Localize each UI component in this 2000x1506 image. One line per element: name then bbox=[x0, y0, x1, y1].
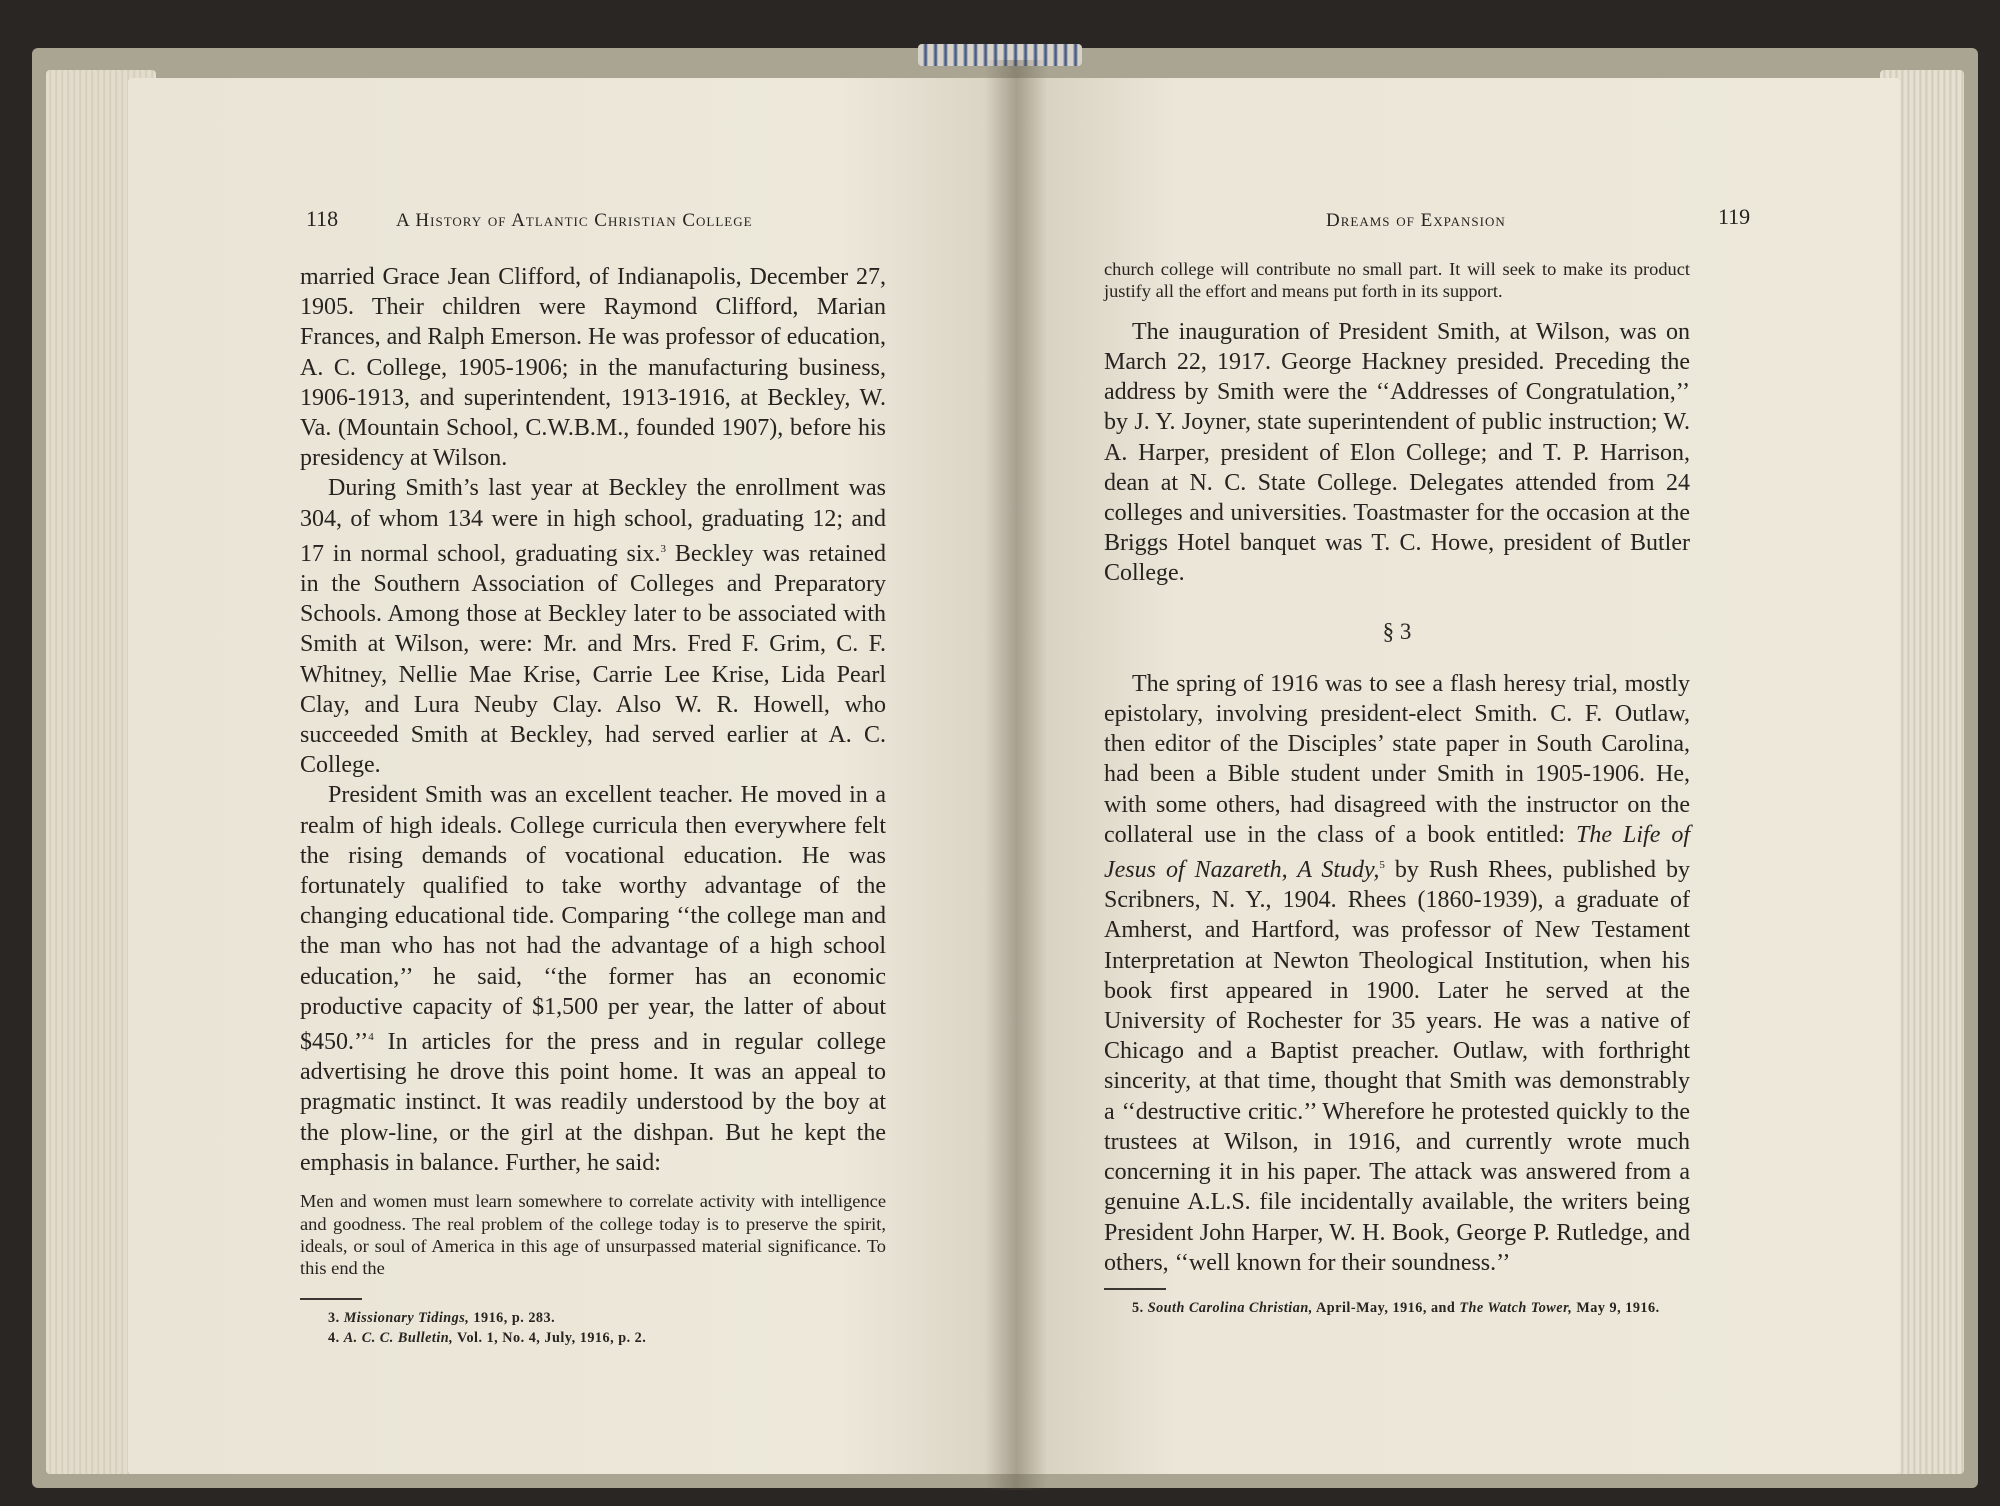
footnote-ref: 4 bbox=[368, 1031, 374, 1044]
running-head: Dreams of Expansion bbox=[1326, 210, 1506, 231]
book-gutter bbox=[985, 60, 1047, 1490]
page-number: 118 bbox=[306, 206, 339, 231]
footnote: 4. A. C. C. Bulletin, Vol. 1, No. 4, July, 1916, p. 2. bbox=[328, 1329, 647, 1346]
section-mark: § 3 bbox=[1382, 618, 1412, 644]
footnote: 5. South Carolina Christian, April-May, 1916, and The Watch Tower, May 9, 1916. bbox=[1132, 1299, 1660, 1316]
block-quote: Men and women must learn somewhere to correlate activity with intelligence and goodness. The real problem of the college today is to preserve the spirit, ideals, or soul of America in this age of unsurpassed material significance. To this end the bbox=[300, 1191, 886, 1279]
right-page bbox=[1016, 78, 1900, 1474]
paragraph: During Smith’s last year at Beckley the enrollment was 304, of whom 134 were in high school, graduating 12; and 17 in normal school, graduating six.$^3$ Beckley was retained in the Southern Association of Colleges and Preparatory Schools. Among those at Beckley later to be associated with Smith at Wilson, were: Mr. and Mrs. Fred F. Grim, C. F. Whitney, Nellie Mae Krise, Carrie Lee Krise, Lida Pearl Clay, and Lura Neuby Clay. Also W. R. Howell, who succeeded Smith at Beckley, had served earlier at A. C. College. bbox=[300, 475, 886, 779]
footnote-ref: 5 bbox=[1379, 859, 1385, 872]
running-head: A History of Atlantic Christian College bbox=[396, 210, 753, 231]
footnote: 3. Missionary Tidings, 1916, p. 283. bbox=[328, 1309, 556, 1326]
book-title: The Life of Jesus of Nazareth, A Study, bbox=[1104, 821, 1690, 884]
paragraph: married Grace Jean Clifford, of Indianapolis, December 27, 1905. Their children were Raymond Clifford, Marian Frances, and Ralph Emerson. He was professor of education, A. C. College, 1905-1906; in the manufacturing business, 1906-1913, and superintendent, 1913-1916, at Beckley, W. Va. (Mountain School, C.W.B.M., founded 1907), before his presidency at Wilson. bbox=[300, 264, 886, 472]
paragraph: The inauguration of President Smith, at Wilson, was on March 22, 1917. George Hackney presided. Preceding the address by Smith were the ‘‘Addresses of Congratulation,’’ by J. Y. Joyner, state superintendent of public instruction; W. A. Harper, president of Elon College; and T. P. Harrison, dean at N. C. State College. Delegates attended from 24 colleges and universities. Toastmaster for the occasion at the Briggs Hotel banquet was T. C. Howe, president of Butler College. bbox=[1104, 318, 1690, 587]
footnote-ref: 3 bbox=[660, 542, 667, 555]
paragraph: President Smith was an excellent teacher. He moved in a realm of high ideals. College curricula then everywhere felt the rising demands of vocational education. He was fortunately qualified to take worthy advantage of the changing educational tide. Comparing ‘‘the college man and the man who has not had the advantage of a high school education,’’ he said, ‘‘the former has an economic productive capacity of $1,500 per year, the latter of about $450.’’$^4$ In articles for the press and in regular college advertising he drove this point home. It was an appeal to pragmatic instinct. It was readily understood by the boy at the plow-line, or the girl at the dishpan. But he kept the emphasis in balance. Further, he said: bbox=[300, 782, 886, 1176]
right-body-text bbox=[1104, 258, 1690, 1318]
paragraph: The spring of 1916 was to see a flash heresy trial, mostly epistolary, involving president-elect Smith. C. F. Outlaw, then editor of the Disciples’ state paper in South Carolina, had been a Bible student under Smith in 1905-1906. He, with some others, had disagreed with the instructor on the collateral use in the class of a book entitled: The Life of Jesus of Nazareth, A Study,$^5$ by Rush Rhees, published by Scribners, N. Y., 1904. Rhees (1860-1939), a graduate of Amherst, and Hartford, was professor of New Testament Interpretation at Newton Theological Institution, when his book first appeared in 1900. Later he served at the University of Rochester for 35 years. He was a native of Chicago and a Baptist preacher. Outlaw, with forthright sincerity, at that time, thought that Smith was demonstrably a ‘‘destructive critic.’’ Wherefore he protested quickly to the trustees at Wilson, in 1916, and currently wrote much concerning it in his paper. The attack was answered from a genuine A.L.S. file incidentally available, the writers being President John Harper, W. H. Book, George P. Rutledge, and others, ‘‘well known for their soundness.’’ bbox=[1104, 670, 1691, 1276]
footnote-divider bbox=[1104, 1288, 1166, 1290]
page-number: 119 bbox=[1718, 204, 1751, 229]
block-quote-continued: church college will contribute no small part. It will seek to make its product justify all the effort and means put forth in its support. bbox=[1104, 259, 1690, 302]
